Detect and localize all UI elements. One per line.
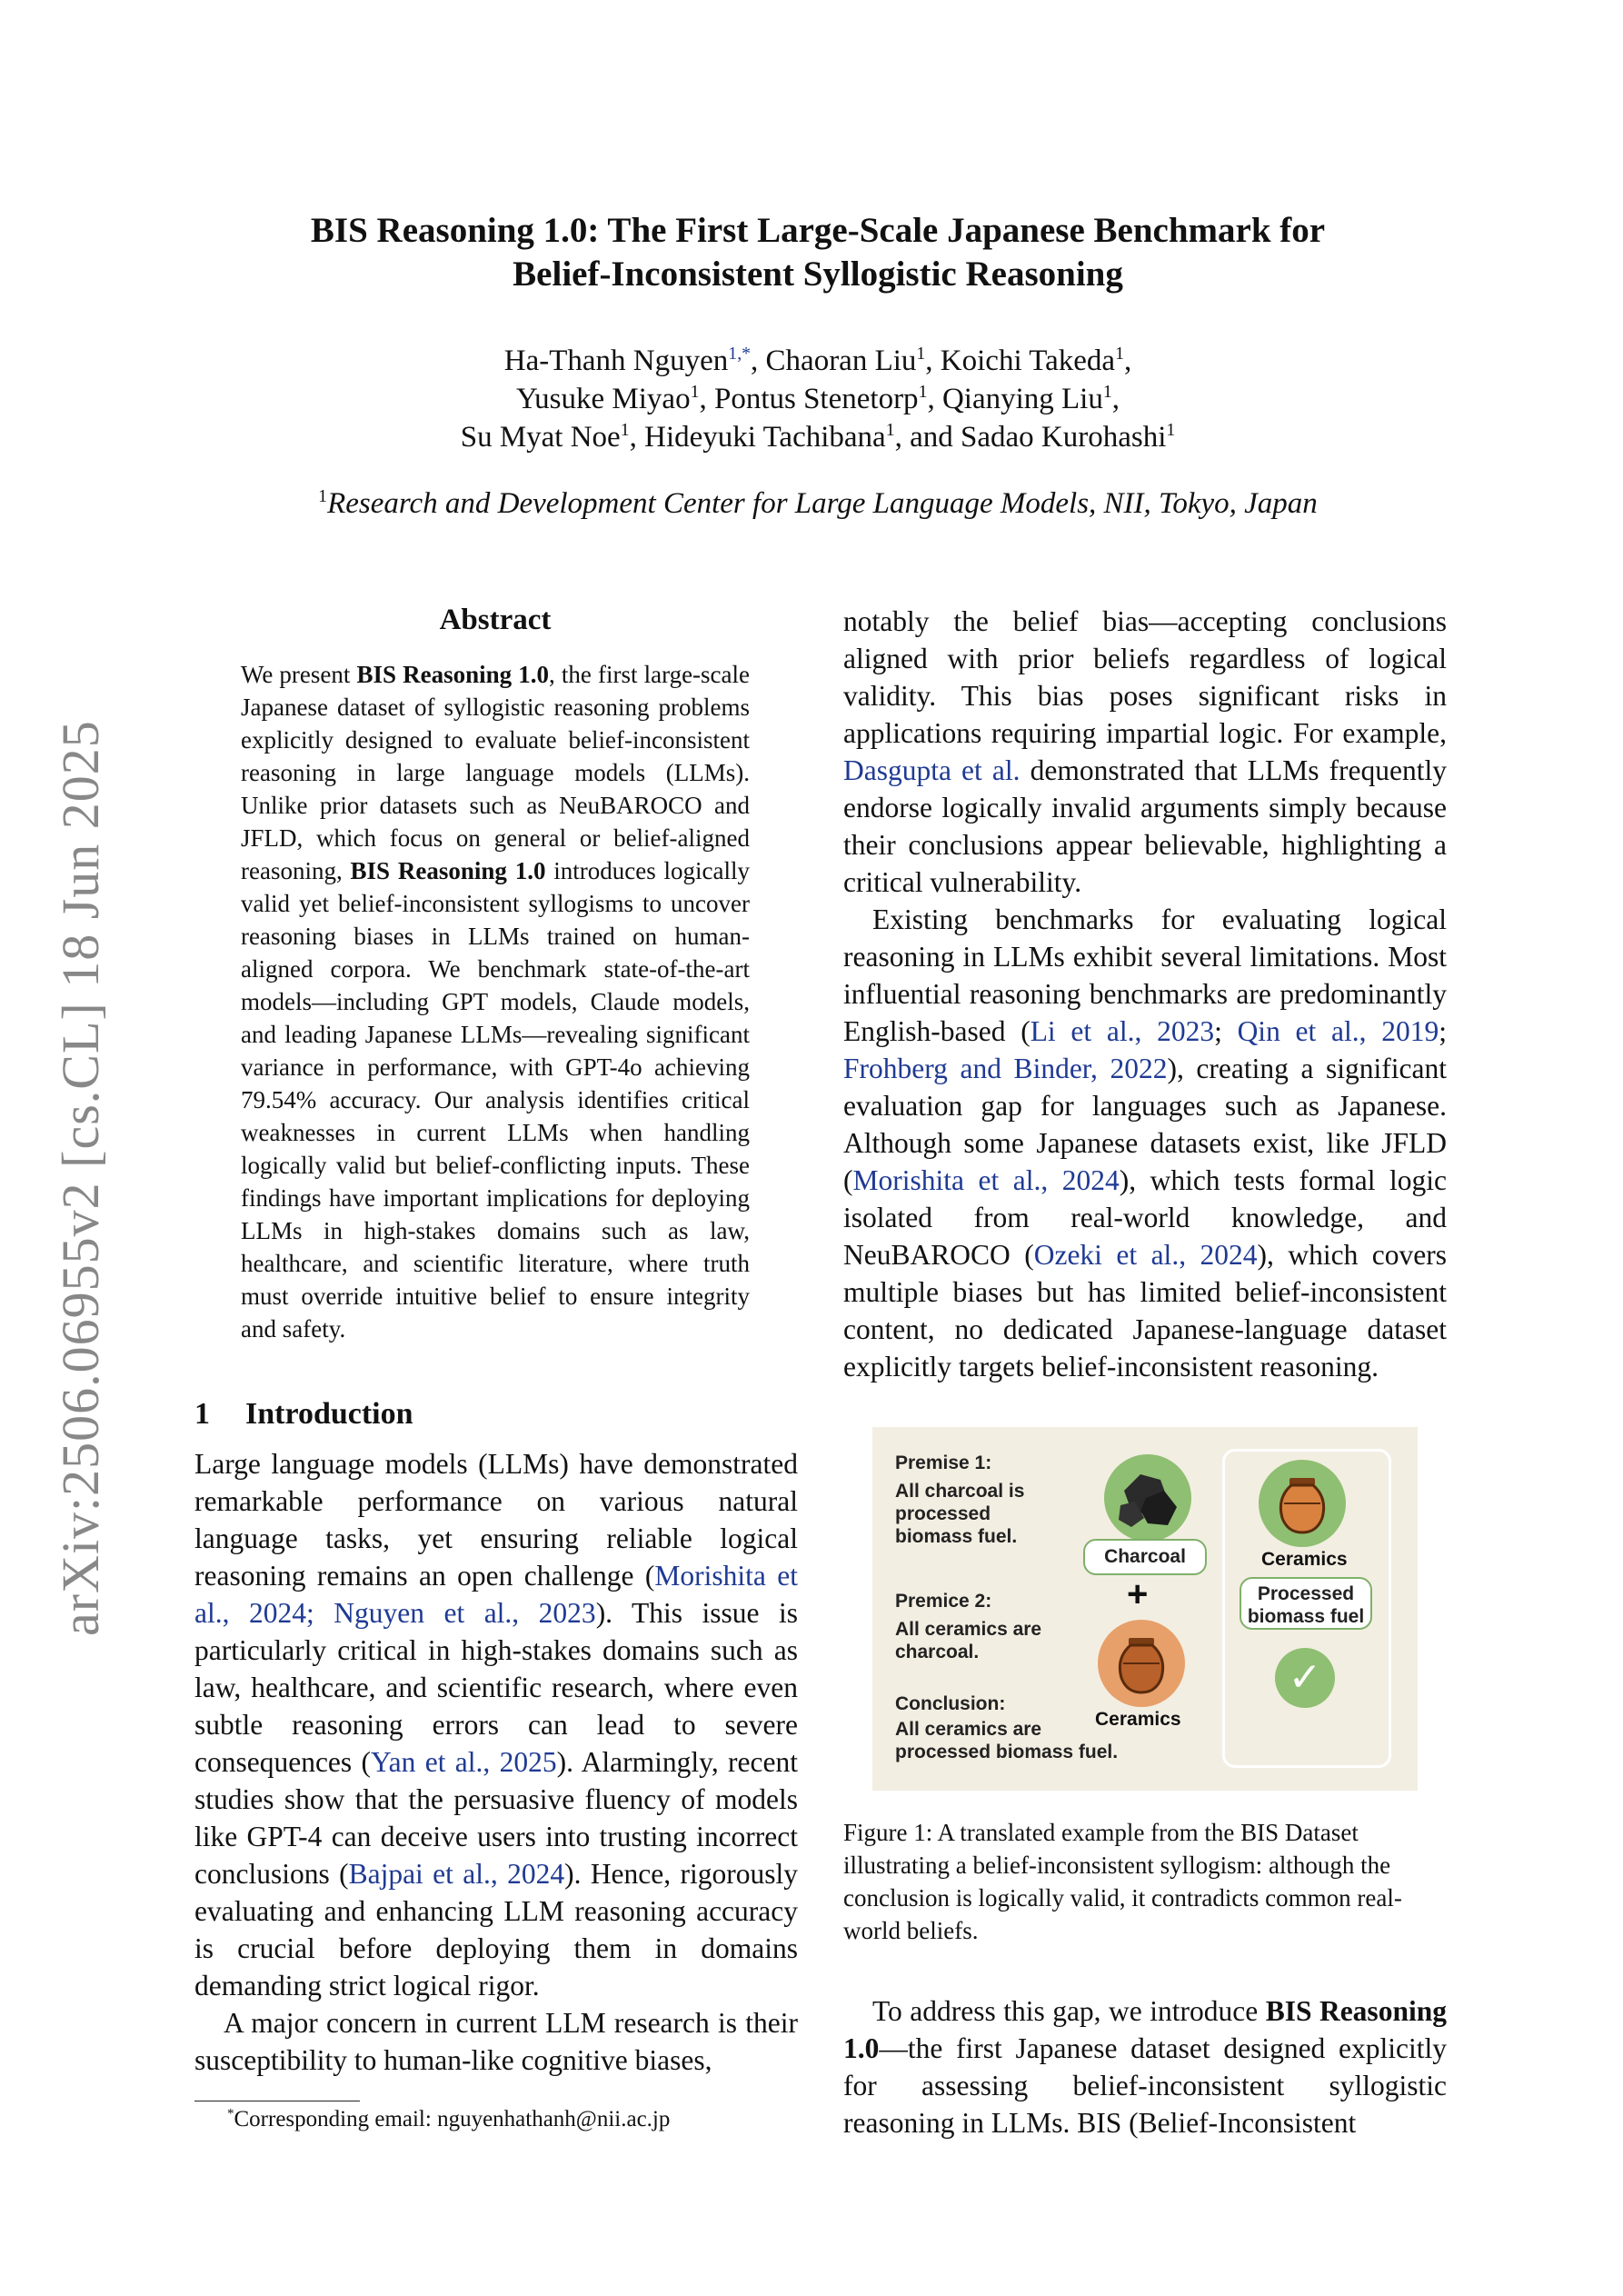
- abstract-bold-name: BIS Reasoning 1.0: [356, 661, 550, 688]
- paragraph-text: ), which covers multiple biases but has limited belief-inconsistent content, no dedicated Japanese-language dataset explicitly targets belief-inconsistent reasoning.: [843, 1239, 1448, 1383]
- author-affil-mark: 1: [620, 420, 630, 440]
- citation-link[interactable]: Dasgupta et al.: [843, 754, 1021, 786]
- ceramic-pot-icon: [1098, 1620, 1185, 1707]
- plus-sign: +: [1127, 1574, 1149, 1614]
- affiliation: [182, 487, 1454, 521]
- section-number: 1: [194, 1397, 210, 1431]
- section-heading: [194, 1397, 413, 1432]
- paper-title: [182, 209, 1454, 296]
- paragraph-text: To address this gap, we introduce: [872, 1995, 1266, 2027]
- ceramics-circle-right: [1259, 1460, 1346, 1547]
- author-name: Ha-Thanh Nguyen: [503, 344, 729, 377]
- abstract-text: introduces logically valid yet belief-inconsistent syllogisms to uncover reasoning biases in LLMs trained on human-aligned corpora. We benchmark state-of-the-art models—including GPT models, Claude models, and leading Japanese LLMs—revealing significant variance in performance, with GPT-4o achieving 79.54% accuracy. Our analysis identifies critical weaknesses in current LLMs when handling logically valid but belief-conflicting inputs. These findings have important implications for deploying LLMs in high-stakes domains such as law, healthcare, and scientific literature, where truth must override intuitive belief to ensure integrity and safety.: [241, 857, 751, 1343]
- author-affil-mark[interactable]: 1,*: [728, 344, 752, 364]
- figure-1-illustration: [872, 1427, 1418, 1791]
- paragraph: [194, 1445, 798, 2004]
- abstract-body: [241, 658, 750, 1345]
- abstract-text: We present: [241, 661, 357, 688]
- citation-link[interactable]: Ozeki et al., 2024: [1033, 1239, 1258, 1271]
- intro-left-column: [194, 1445, 798, 2079]
- paragraph: [843, 1992, 1447, 2141]
- bold-dataset-name: BIS Reasoning 1.0: [843, 1995, 1447, 2064]
- title-line-1: BIS Reasoning 1.0: The First Large-Scale Japanese Benchmark for: [310, 211, 1326, 250]
- paragraph: [843, 901, 1447, 1385]
- paragraph-text: ). This issue is particularly critical in high-stakes domains such as law, healthcare, and scientific research, where even subtle reasoning errors can lead to severe consequences (: [194, 1597, 798, 1778]
- citation-link[interactable]: Frohberg and Binder, 2022: [843, 1053, 1168, 1084]
- author-affil-mark: 1: [918, 382, 928, 402]
- author-list: Ha-Thanh Nguyen$^{1,*}$, Chaoran Liu$^1$, Koichi Takeda$^1$, Yusuke Miyao$^1$, Pontus Stenetorp$^1$, Qianying Liu$^1$, Su Myat Noe$^1$, Hideyuki Tachibana$^1$, and Sadao Kurohashi$^1$: [460, 344, 1176, 454]
- paragraph: [843, 603, 1447, 901]
- citation-link[interactable]: Morishita et al., 2024; Nguyen et al., 2023: [194, 1560, 798, 1629]
- abstract-heading: Abstract: [439, 604, 552, 636]
- charcoal-icon: [1104, 1454, 1191, 1542]
- affiliation-mark: 1: [318, 486, 328, 506]
- footnote-mark: *: [227, 2106, 234, 2121]
- author-affil-mark: 1: [1102, 382, 1112, 402]
- ceramic-pot-icon: [1259, 1460, 1346, 1547]
- conclusion-label: Conclusion:: [895, 1693, 1006, 1714]
- checkmark-icon: ✓: [1275, 1648, 1335, 1708]
- premise-2-label: Premice 2:: [895, 1591, 992, 1612]
- ceramics-tag-right: Ceramics: [1261, 1549, 1348, 1570]
- processed-biomass-tag: Processed biomass fuel: [1240, 1577, 1372, 1630]
- author-affil-mark: 1: [1115, 344, 1124, 364]
- intro-right-column-bottom: [843, 1992, 1447, 2141]
- author-conjunction: and: [910, 421, 953, 454]
- paragraph: A major concern in current LLM research is their susceptibility to human-like cognitive biases,: [194, 2007, 798, 2076]
- premise-1-text: All charcoal is processed biomass fuel.: [895, 1481, 1025, 1547]
- paragraph-text: Existing benchmarks for evaluating logical reasoning in LLMs exhibit several limitations. Most influential reasoning benchmarks are predominantly English-based (: [843, 903, 1447, 1047]
- paragraph-text: notably the belief bias—accepting conclusions aligned with prior beliefs regardless of logical validity. This bias poses significant risks in applications requiring impartial logic. For example,: [843, 605, 1447, 749]
- premise-1-label: Premise 1:: [895, 1452, 992, 1473]
- author-name: Su Myat Noe: [460, 421, 621, 454]
- conclusion-text: All ceramics are processed biomass fuel.: [895, 1719, 1119, 1762]
- footnote: [227, 2107, 670, 2132]
- paragraph-text: —the first Japanese dataset designed explicitly for assessing belief-inconsistent syllogistic reasoning in LLMs. BIS (Belief-Inconsistent: [843, 2032, 1447, 2139]
- citation-link[interactable]: Yan et al., 2025: [371, 1746, 557, 1778]
- author-name: Qianying Liu: [941, 383, 1103, 415]
- paragraph-text: ), which tests formal logic isolated from real-world knowledge, and NeuBAROCO (: [843, 1164, 1447, 1271]
- charcoal-tag: Charcoal: [1083, 1539, 1207, 1575]
- author-affil-mark: 1: [690, 382, 700, 402]
- figure-caption: Figure 1: A translated example from the BIS Dataset illustrating a belief-inconsistent syllogism: although the conclusion is logically valid, it contradicts common real-world beliefs.: [843, 1819, 1402, 1944]
- citation-link[interactable]: Bajpai et al., 2024: [348, 1858, 565, 1890]
- paragraph-text: demonstrated that LLMs frequently endorse logically invalid arguments simply because their conclusions appear believable, highlighting a critical vulnerability.: [843, 754, 1447, 898]
- abstract-text: , the first large-scale Japanese dataset of syllogistic reasoning problems explicitly designed to evaluate belief-inconsistent reasoning in large language models (LLMs). Unlike prior datasets such as NeuBAROCO and JFLD, which focus on general or belief-aligned reasoning,: [241, 661, 751, 884]
- citation-link[interactable]: Morishita et al., 2024: [852, 1164, 1120, 1196]
- abstract-bold-name: BIS Reasoning 1.0: [350, 857, 546, 884]
- author-affil-mark: 1: [916, 344, 926, 364]
- author-name: Hideyuki Tachibana: [644, 421, 886, 454]
- arxiv-side-label: arXiv:2506.06955v2 [cs.CL] 18 Jun 2025: [51, 720, 110, 1636]
- author-name: Sadao Kurohashi: [961, 421, 1167, 454]
- citation-link[interactable]: Qin et al., 2019: [1237, 1015, 1439, 1047]
- paragraph-text: Large language models (LLMs) have demonstrated remarkable performance on various natural language tasks, yet ensuring reliable logical reasoning remains an open challenge (: [194, 1448, 798, 1592]
- ceramics-tag-left: Ceramics: [1095, 1709, 1181, 1730]
- author-affil-mark: 1: [1166, 420, 1176, 440]
- author-affil-mark: 1: [885, 420, 895, 440]
- footnote-text: Corresponding email: nguyenhathanh@nii.ac.jp: [234, 2107, 671, 2131]
- paragraph-text: ). Alarmingly, recent studies show that the persuasive fluency of models like GPT-4 can deceive users into trusting incorrect conclusions (: [194, 1746, 798, 1890]
- author-name: Chaoran Liu: [765, 344, 917, 377]
- affiliation-text: Research and Development Center for Large Language Models, NII, Tokyo, Japan: [327, 487, 1318, 520]
- author-name: Yusuke Miyao: [516, 383, 691, 415]
- paragraph-text: ). Hence, rigorously evaluating and enhancing LLM reasoning accuracy is crucial before deploying them in domains demanding strict logical rigor.: [194, 1858, 798, 2002]
- intro-right-column-top: [843, 603, 1447, 1385]
- ceramics-circle-left: [1098, 1620, 1185, 1707]
- charcoal-circle: [1104, 1454, 1191, 1542]
- citation-separator: ;: [1439, 1015, 1447, 1047]
- author-name: Koichi Takeda: [940, 344, 1116, 377]
- citation-separator: ;: [1214, 1015, 1238, 1047]
- title-line-2: Belief-Inconsistent Syllogistic Reasoning: [513, 255, 1123, 294]
- author-name: Pontus Stenetorp: [713, 383, 919, 415]
- premise-2-text: All ceramics are charcoal.: [895, 1619, 1042, 1662]
- section-title: Introduction: [245, 1397, 413, 1431]
- paragraph-text: ), creating a significant evaluation gap for languages such as Japanese. Although some Japanese datasets exist, like JFLD (: [843, 1053, 1447, 1196]
- citation-link[interactable]: Li et al., 2023: [1030, 1015, 1215, 1047]
